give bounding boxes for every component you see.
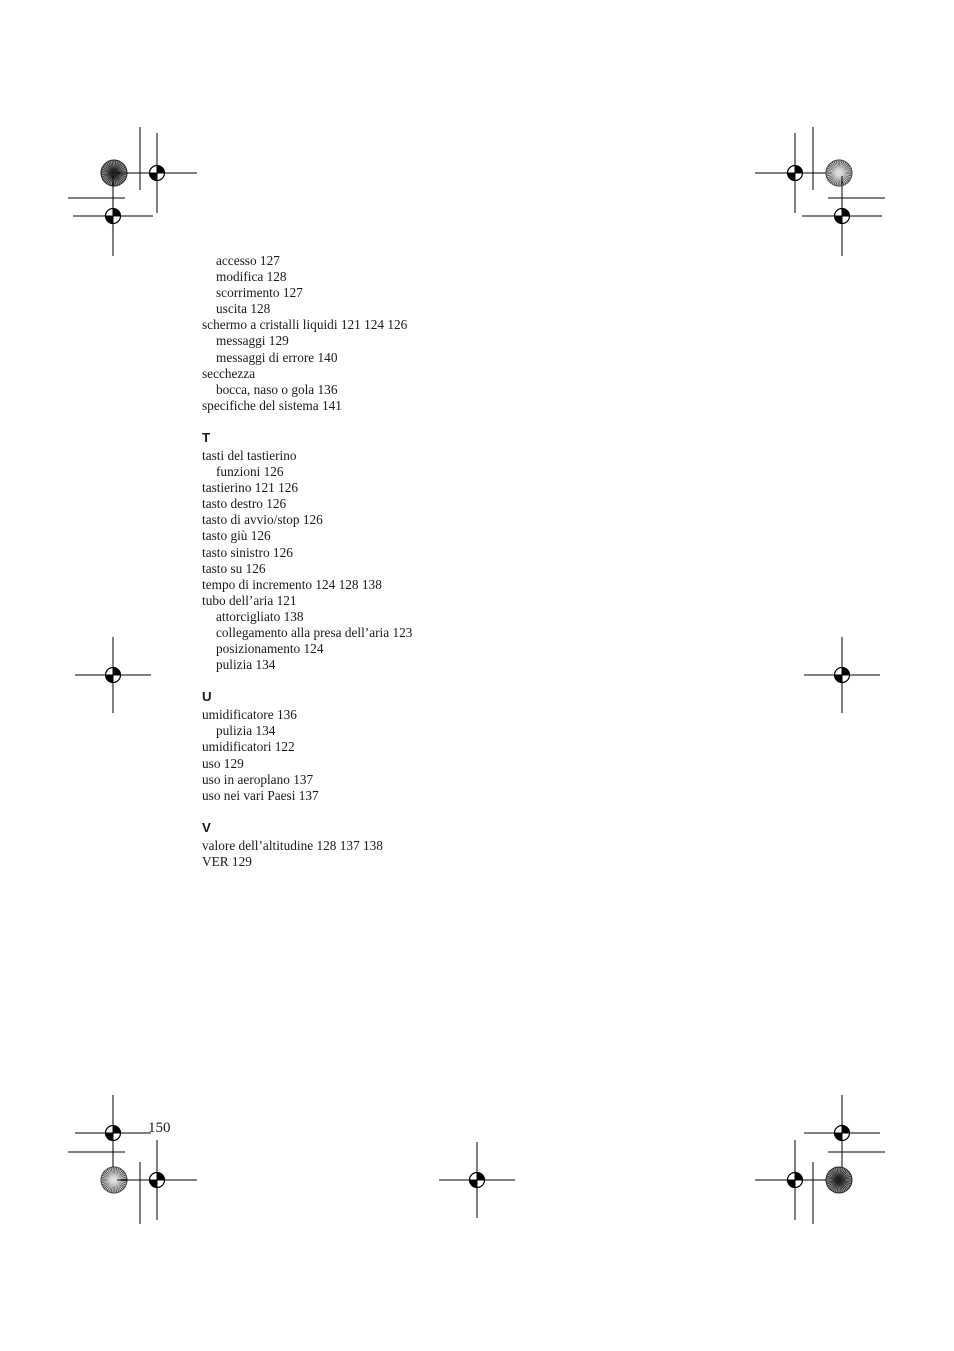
index-subentry: bocca, naso o gola 136	[216, 381, 338, 397]
index-entry: secchezza	[202, 365, 256, 381]
crosshair-icon	[75, 1095, 151, 1171]
color-bar-starburst-icon	[826, 160, 852, 186]
crosshair-icon	[117, 133, 197, 213]
index-entry: umidificatori 122	[202, 739, 295, 755]
index-entry: uso 129	[202, 755, 244, 771]
index-entry: tempo di incremento 124 128 138	[202, 576, 382, 592]
index-entry: tasto sinistro 126	[202, 544, 293, 560]
index-entry: tasto di avvio/stop 126	[202, 512, 323, 528]
index-subentry: attorcigliato 138	[216, 608, 304, 624]
index-entry: tasto destro 126	[202, 496, 287, 512]
crosshair-icon	[804, 1095, 880, 1171]
index-subentry: uscita 128	[216, 301, 271, 317]
crosshair-icon	[804, 637, 880, 713]
crosshair-icon	[755, 133, 835, 213]
crosshair-icon	[755, 1140, 835, 1220]
index-subentry: collegamento alla presa dell’aria 123	[216, 624, 413, 640]
crosshair-icon	[439, 1142, 515, 1218]
index-list	[202, 253, 702, 870]
index-subentry: accesso 127	[216, 253, 280, 268]
index-entry: specifiche del sistema 141	[202, 397, 342, 413]
index-entry: uso in aeroplano 137	[202, 771, 314, 787]
index-section-letter: T	[202, 429, 211, 445]
page-number: 150	[148, 1120, 171, 1136]
index-subentry: modifica 128	[216, 269, 287, 285]
crosshair-icon	[73, 176, 153, 256]
index-subentry: messaggi di errore 140	[216, 349, 338, 365]
color-bar-starburst-icon	[826, 1167, 852, 1193]
crosshair-icon	[117, 1140, 197, 1220]
index-subentry: messaggi 129	[216, 333, 289, 349]
index-entry: umidificatore 136	[202, 707, 297, 723]
index-entry: tasto su 126	[202, 560, 266, 576]
index-entry: tasto giù 126	[202, 528, 271, 544]
index-entry: schermo a cristalli liquidi 121 124 126	[202, 317, 408, 333]
index-entry: valore dell’altitudine 128 137 138	[202, 837, 383, 853]
index-entry: tasti del tastierino	[202, 447, 297, 463]
crosshair-icon	[75, 637, 151, 713]
index-subentry: scorrimento 127	[216, 285, 303, 301]
index-subentry: funzioni 126	[216, 464, 284, 480]
index-subentry: pulizia 134	[216, 657, 276, 673]
index-section-letter: V	[202, 819, 211, 835]
index-subentry: posizionamento 124	[216, 641, 324, 657]
crosshair-icon	[802, 176, 882, 256]
index-section-letter: U	[202, 689, 212, 705]
index-subentry: pulizia 134	[216, 723, 276, 739]
index-entry: tubo dell’aria 121	[202, 592, 297, 608]
index-entry: VER 129	[202, 853, 252, 869]
index-entry: uso nei vari Paesi 137	[202, 787, 319, 803]
index-entry: tastierino 121 126	[202, 480, 299, 496]
